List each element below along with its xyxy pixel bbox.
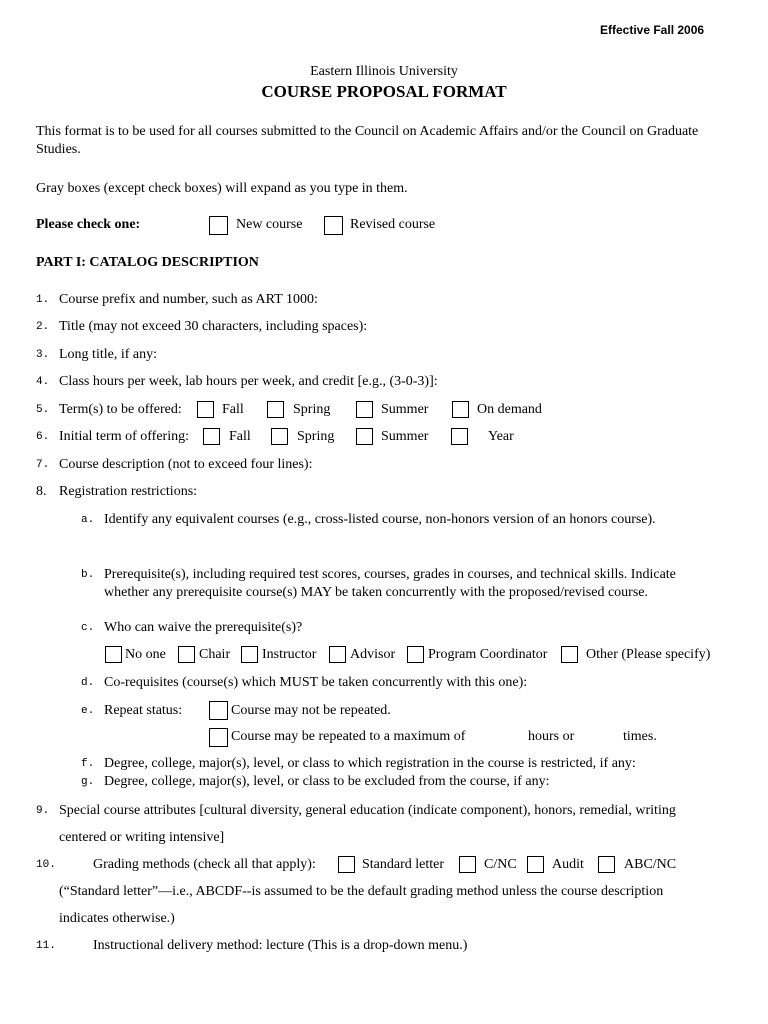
term-spring-checkbox[interactable] [267,401,284,418]
initial-spring-checkbox[interactable] [271,428,288,445]
subitem-letter: c. [81,622,95,634]
grading-note-line2: indicates otherwise.) [59,911,175,926]
revised-course-label: Revised course [350,217,436,232]
item-number: 10. [36,859,56,871]
initial-fall-checkbox[interactable] [203,428,220,445]
grading-audit-checkbox[interactable] [527,856,544,873]
item-number: 3. [36,349,50,361]
subitem-equivalent-courses: Identify any equivalent courses (e.g., cross-listed course, non-honors version of an honors course). [104,512,656,527]
item-number: 5. [36,404,50,416]
waive-instructor-checkbox[interactable] [241,646,258,663]
initial-year-checkbox[interactable] [451,428,468,445]
waive-program-coordinator-checkbox[interactable] [407,646,424,663]
initial-spring-label: Spring [297,429,335,444]
item-special-attributes-line1: Special course attributes [cultural diversity, general education (indicate component), honors, remedial, writing [59,803,676,818]
subitem-letter: g. [81,776,95,788]
subitem-corequisites: Co-requisites (course(s) which MUST be taken concurrently with this one): [104,675,528,690]
grading-abcnc-checkbox[interactable] [598,856,615,873]
item-number: 2. [36,321,50,333]
item-number: 9. [36,805,50,817]
term-on-demand-checkbox[interactable] [452,401,469,418]
item-title: Title (may not exceed 30 characters, including spaces): [59,319,368,334]
item-number: 11. [36,940,56,952]
subitem-waive-prereq: Who can waive the prerequisite(s)? [104,620,303,635]
subitem-restricted-registration: Degree, college, major(s), level, or class to which registration in the course is restricted, if any: [104,756,636,771]
subitem-letter: b. [81,569,95,581]
grading-abcnc-label: ABC/NC [624,857,677,872]
item-course-description: Course description (not to exceed four lines): [59,457,313,472]
subitem-excluded-registration: Degree, college, major(s), level, or class to be excluded from the course, if any: [104,774,550,789]
item-special-attributes-line2: centered or writing intensive] [59,830,225,845]
part-one-heading: PART I: CATALOG DESCRIPTION [36,255,259,270]
term-summer-checkbox[interactable] [356,401,373,418]
check-one-label: Please check one: [36,217,141,232]
waive-chair-checkbox[interactable] [178,646,195,663]
grading-note-line1: (“Standard letter”—i.e., ABCDF--is assumed to be the default grading method unless the course description [59,884,664,899]
subitem-prerequisites-line1: Prerequisite(s), including required test scores, courses, grades in courses, and technical skills. Indicate [104,567,676,582]
waive-advisor-label: Advisor [350,647,396,662]
subitem-prerequisites-line2: whether any prerequisite course(s) MAY be taken concurrently with the proposed/revised course. [104,585,649,600]
item-course-prefix: Course prefix and number, such as ART 1000: [59,292,318,307]
new-course-label: New course [236,217,303,232]
subitem-letter: f. [81,758,95,770]
item-initial-term: Initial term of offering: [59,429,189,444]
waive-advisor-checkbox[interactable] [329,646,346,663]
item-grading-methods: Grading methods (check all that apply): [93,857,316,872]
repeat-hours-label: hours or [528,729,575,744]
new-course-checkbox[interactable] [209,216,228,235]
waive-instructor-label: Instructor [262,647,317,662]
waive-other-label: Other (Please specify) [586,647,711,662]
waive-no-one-label: No one [125,647,166,662]
item-number: 1. [36,294,50,306]
initial-year-label: Year [488,429,514,444]
repeat-max-label: Course may be repeated to a maximum of [231,729,466,744]
term-summer-label: Summer [381,402,429,417]
item-long-title: Long title, if any: [59,347,157,362]
item-delivery-method[interactable]: Instructional delivery method: lecture (This is a drop-down menu.) [93,938,468,953]
university-name: Eastern Illinois University [310,64,458,79]
item-number: 7. [36,459,50,471]
initial-summer-checkbox[interactable] [356,428,373,445]
term-on-demand-label: On demand [477,402,542,417]
item-terms-offered: Term(s) to be offered: [59,402,182,417]
waive-no-one-checkbox[interactable] [105,646,122,663]
term-spring-label: Spring [293,402,331,417]
repeat-times-label: times. [623,729,657,744]
item-class-hours: Class hours per week, lab hours per week, and credit [e.g., (3-0-3)]: [59,374,438,389]
item-registration-restrictions: Registration restrictions: [59,484,198,499]
repeat-max-checkbox[interactable] [209,728,228,747]
term-fall-label: Fall [222,402,244,417]
page-title: COURSE PROPOSAL FORMAT [261,82,507,101]
waive-chair-label: Chair [199,647,231,662]
item-number: 4. [36,376,50,388]
grading-standard-letter-label: Standard letter [362,857,445,872]
waive-other-checkbox[interactable] [561,646,578,663]
subitem-letter: d. [81,677,95,689]
intro-text: This format is to be used for all courses submitted to the Council on Academic Affairs and/or the Council on Graduate Studies. [36,124,699,157]
grading-audit-label: Audit [552,857,584,872]
grading-standard-letter-checkbox[interactable] [338,856,355,873]
effective-date: Effective Fall 2006 [600,23,705,37]
term-fall-checkbox[interactable] [197,401,214,418]
gray-box-note: Gray boxes (except check boxes) will expand as you type in them. [36,181,408,196]
item-number: 8. [36,484,47,499]
revised-course-checkbox[interactable] [324,216,343,235]
initial-summer-label: Summer [381,429,429,444]
initial-fall-label: Fall [229,429,251,444]
grading-cnc-checkbox[interactable] [459,856,476,873]
subitem-repeat-status: Repeat status: [104,703,183,718]
subitem-letter: e. [81,705,95,717]
subitem-letter: a. [81,514,95,526]
repeat-not-label: Course may not be repeated. [231,703,391,718]
waive-program-coordinator-label: Program Coordinator [428,647,548,662]
repeat-not-checkbox[interactable] [209,701,228,720]
item-number: 6. [36,431,50,443]
grading-cnc-label: C/NC [484,857,517,872]
